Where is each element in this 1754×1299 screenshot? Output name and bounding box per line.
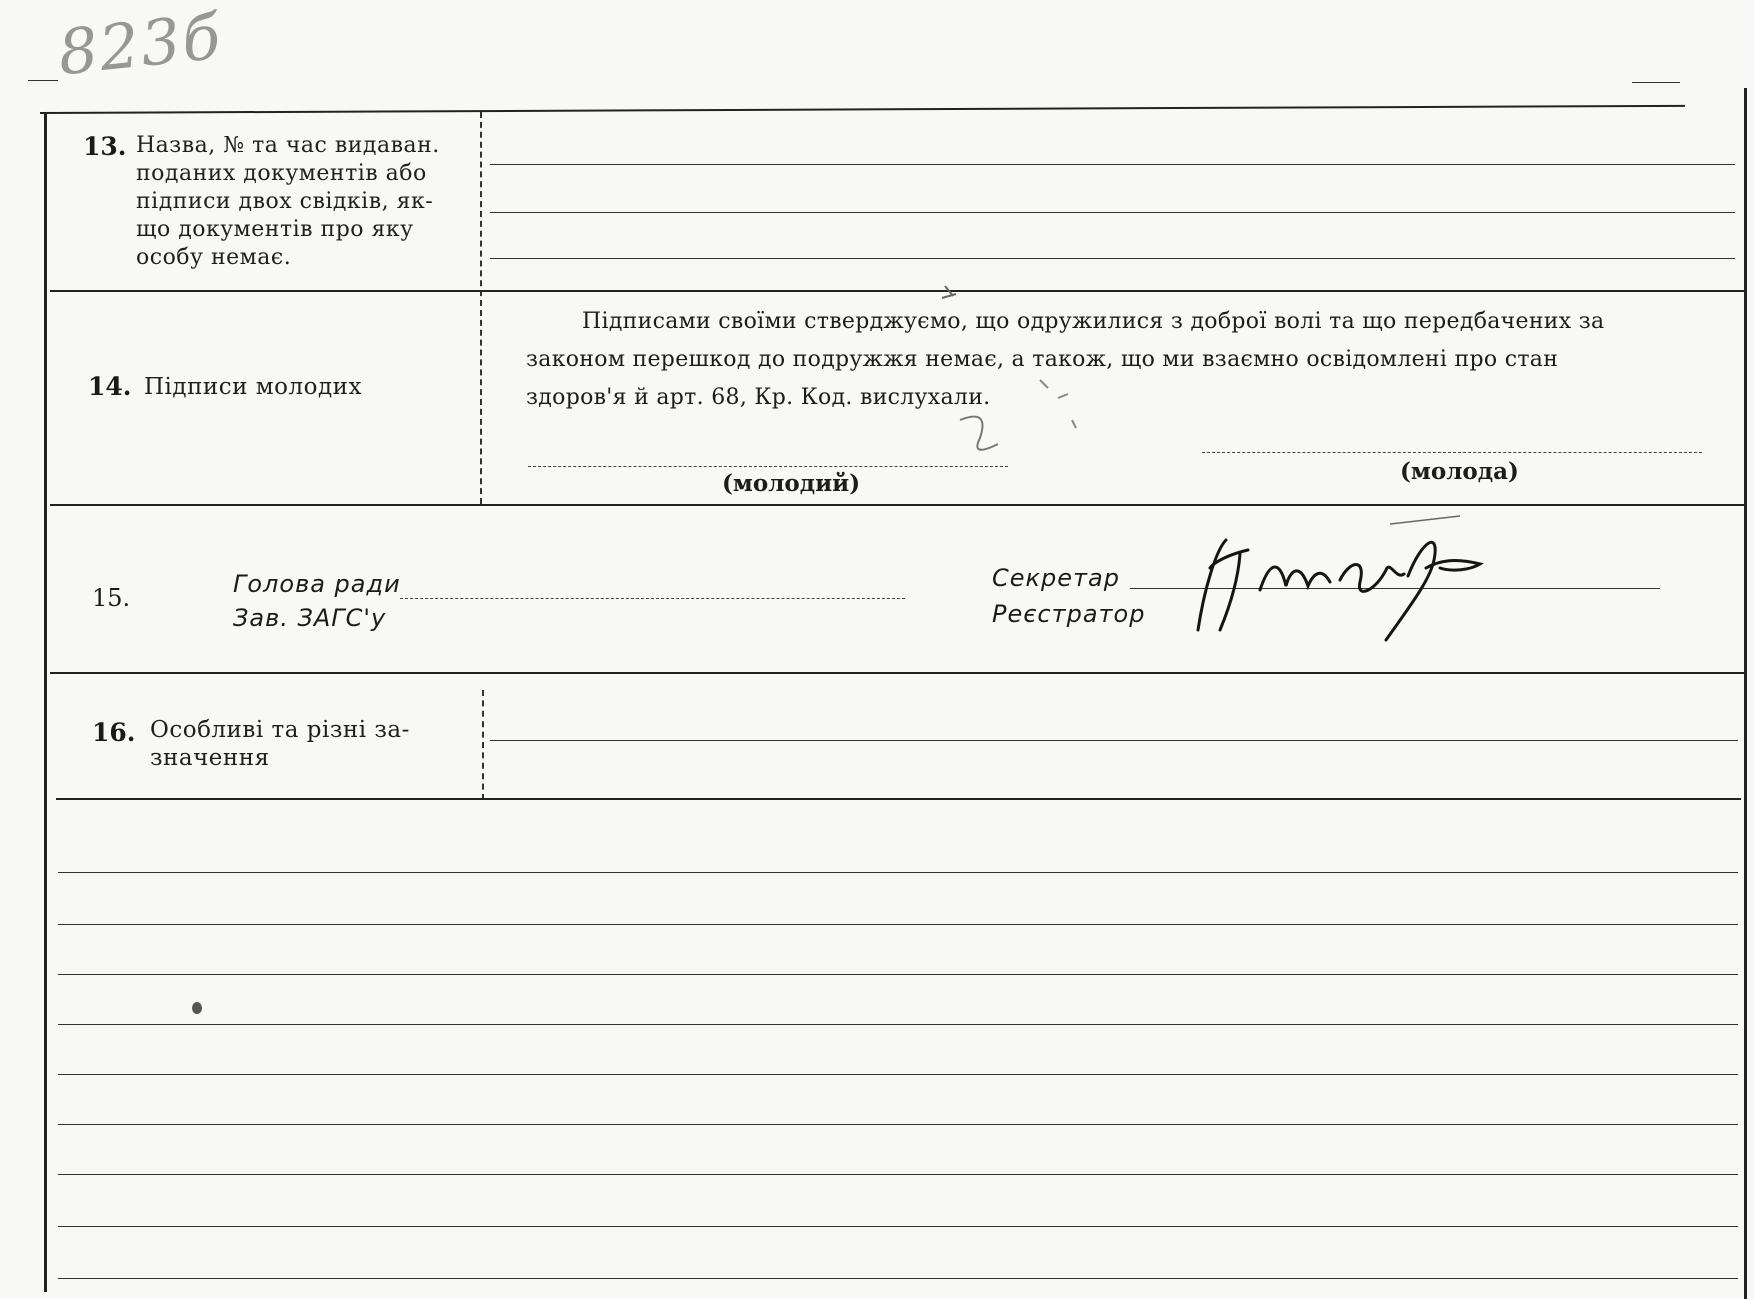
table-right-border: [1744, 88, 1747, 1299]
section-16-label-line: Особливі та різні за-: [150, 717, 410, 743]
table-left-border: [44, 112, 47, 1292]
section-16-label-line: значення: [150, 745, 270, 771]
row-divider-14-15: [50, 504, 1745, 506]
archive-number: 823б: [54, 0, 226, 90]
top-edge-line-right: [1632, 82, 1680, 83]
chairman-signature-line: [400, 598, 905, 599]
section-16-number: 16.: [92, 718, 136, 747]
secretary-title: Секретар: [992, 564, 1120, 592]
ruled-line: [58, 974, 1738, 975]
handwritten-signature-picture: [1190, 510, 1500, 650]
column-divider-16: [482, 690, 484, 800]
ink-spot: [192, 1002, 202, 1014]
ruled-line: [58, 924, 1738, 925]
top-edge-line: [28, 80, 58, 81]
section-15-number: 15.: [92, 584, 131, 612]
section-13-label-line: особу немає.: [136, 245, 292, 270]
section-16-entry-line: [490, 740, 1738, 741]
declaration-line: здоров'я й арт. 68, Кр. Код. вислухали.: [526, 385, 991, 410]
ruled-line: [58, 1226, 1738, 1227]
section-13-label-line: поданих документів або: [136, 161, 427, 186]
row-divider-15-16: [50, 672, 1745, 674]
ruled-line: [58, 872, 1738, 873]
column-divider-13-14: [480, 112, 482, 504]
row-divider-13-14: [50, 290, 1745, 292]
section-16-bottom-line: [56, 798, 1741, 800]
section-13-entry-line: [490, 164, 1735, 165]
ruled-line: [58, 1074, 1738, 1075]
chairman-title: Голова ради: [233, 570, 401, 598]
bride-caption: (молода): [1400, 458, 1519, 485]
ruled-line: [58, 1278, 1738, 1279]
section-13-entry-line: [490, 212, 1735, 213]
section-16-label: [150, 716, 460, 772]
section-13-label-line: Назва, № та час видаван.: [136, 133, 440, 158]
section-13-number: 13.: [83, 132, 127, 161]
ruled-line: [58, 1124, 1738, 1125]
section-13-label-line: що документів про яку: [136, 217, 414, 242]
registrar-title: Реєстратор: [992, 600, 1146, 628]
section-14-label: Підписи молодих: [144, 374, 362, 400]
section-14-number: 14.: [88, 372, 132, 401]
section-13-label: [136, 132, 466, 272]
section-13-entry-line: [490, 258, 1735, 259]
ruled-line: [58, 1024, 1738, 1025]
groom-caption: (молодий): [722, 470, 861, 497]
zags-head-title: Зав. ЗАГС'у: [233, 604, 387, 632]
table-top-border: [40, 105, 1685, 114]
groom-signature-line: [528, 466, 1008, 467]
bride-signature-line: [1202, 452, 1702, 453]
section-13-label-line: підписи двох свідків, як-: [136, 189, 434, 214]
declaration-line: Підписами своїми стверджуємо, що одружилися з доброї волі та що передбачених за: [582, 309, 1605, 334]
ruled-line: [58, 1174, 1738, 1175]
pencil-marks-picture: [940, 280, 1140, 480]
declaration-line: законом перешкод до подружжя немає, а також, що ми взаємно освідомлені про стан: [526, 347, 1559, 372]
